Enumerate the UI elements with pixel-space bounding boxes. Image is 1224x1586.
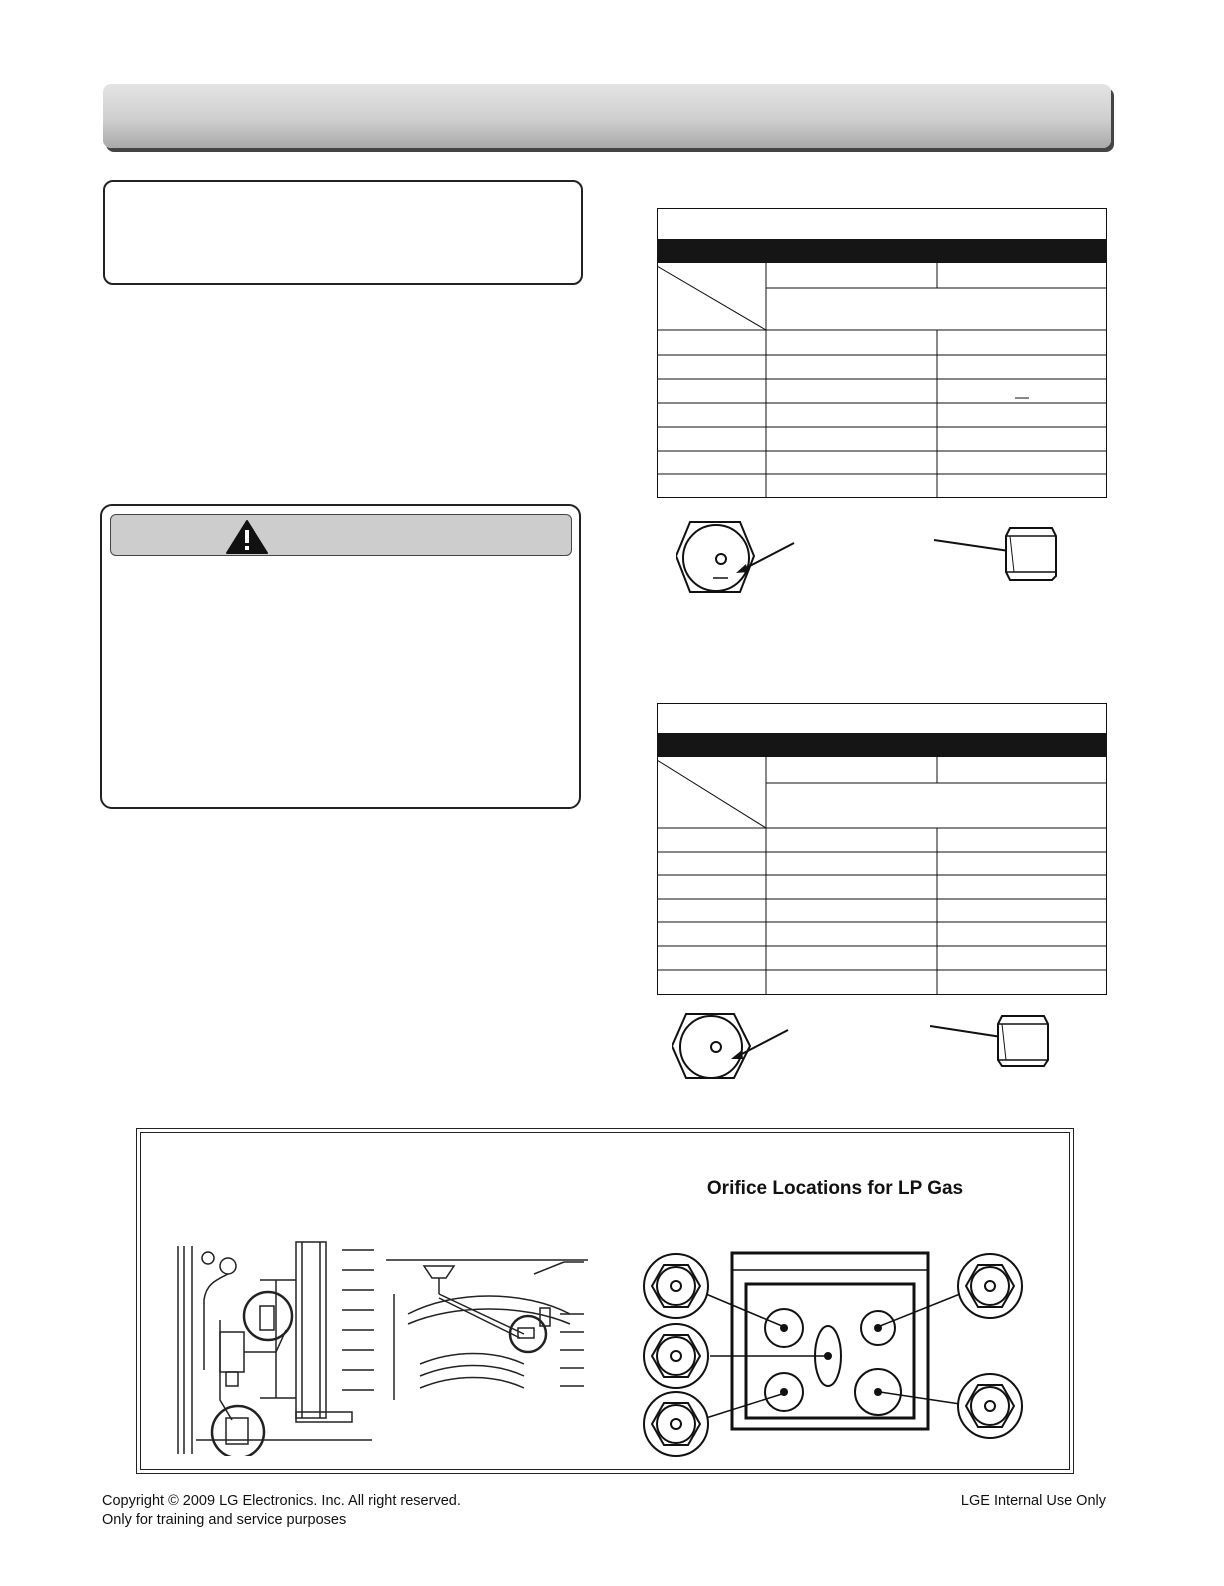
copyright-text: Copyright © 2009 LG Electronics. Inc. All right reserved. xyxy=(102,1493,461,1509)
orifice-table-upper xyxy=(657,208,1107,498)
figure-title: Orifice Locations for LP Gas xyxy=(706,1178,964,1199)
section-header-bar xyxy=(103,84,1111,148)
broil-burner-illustration xyxy=(384,1254,590,1400)
purpose-text: Only for training and service purposes xyxy=(102,1512,347,1528)
orifice-side-view-icon xyxy=(926,1012,1056,1070)
caution-box xyxy=(100,504,581,809)
orifice-table-lower xyxy=(657,703,1107,993)
warning-triangle-icon xyxy=(225,519,269,555)
internal-use-text: LGE Internal Use Only xyxy=(960,1493,1106,1509)
caution-header xyxy=(110,514,572,556)
orifice-side-view-icon xyxy=(930,522,1060,584)
cooktop-orifice-diagram xyxy=(638,1248,1028,1460)
footer-left xyxy=(102,1492,461,1530)
note-box xyxy=(103,180,583,285)
orifice-top-view-icon xyxy=(676,520,806,596)
oven-valve-illustration xyxy=(176,1240,376,1456)
orifice-top-view-icon xyxy=(672,1012,802,1082)
